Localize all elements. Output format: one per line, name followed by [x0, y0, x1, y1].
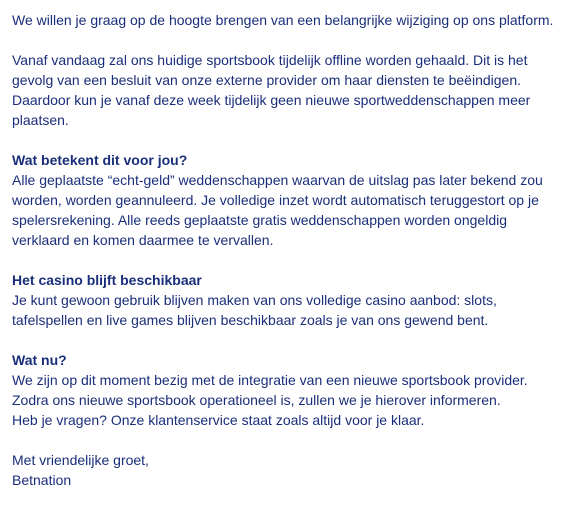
sender-name: Betnation [12, 472, 72, 488]
section-casino [12, 270, 564, 330]
section-heading: Wat nu? [12, 352, 67, 368]
signoff-block [12, 450, 564, 490]
section-next-steps [12, 350, 564, 430]
section-impact [12, 150, 564, 250]
section-body: We zijn op dit moment bezig met de integratie van een nieuwe sportsbook provider. Zodra ons nieuwe sportsbook operationeel is, zullen we je hierover informeren. Heb je vragen? Onze klantenservice staat zoals altijd voor je klaar. [12, 372, 528, 428]
section-body: Je kunt gewoon gebruik blijven maken van ons volledige casino aanbod: slots, tafelspellen en live games blijven beschikbaar zoals je van ons gewend bent. [12, 292, 497, 328]
email-body [12, 10, 564, 490]
section-heading: Het casino blijft beschikbaar [12, 272, 202, 288]
section-heading: Wat betekent dit voor jou? [12, 152, 188, 168]
section-body: Alle geplaatste “echt-geld” weddenschappen waarvan de uitslag pas later bekend zou worden, worden geannuleerd. Je volledige inzet wordt automatisch teruggestort op je spelersrekening. Alle reeds geplaatste gratis weddenschappen worden ongeldig verklaard en komen daarmee te vervallen. [12, 172, 543, 248]
signoff-text: Met vriendelijke groet, [12, 452, 149, 468]
announcement-paragraph: Vanaf vandaag zal ons huidige sportsbook tijdelijk offline worden gehaald. Dit is het gevolg van een besluit van onze externe provider om haar diensten te beëindigen. Daardoor kun je vanaf deze week tijdelijk geen nieuwe sportweddenschappen meer plaatsen. [12, 52, 531, 128]
intro-paragraph: We willen je graag op de hoogte brengen van een belangrijke wijziging op ons platform. [12, 12, 554, 28]
